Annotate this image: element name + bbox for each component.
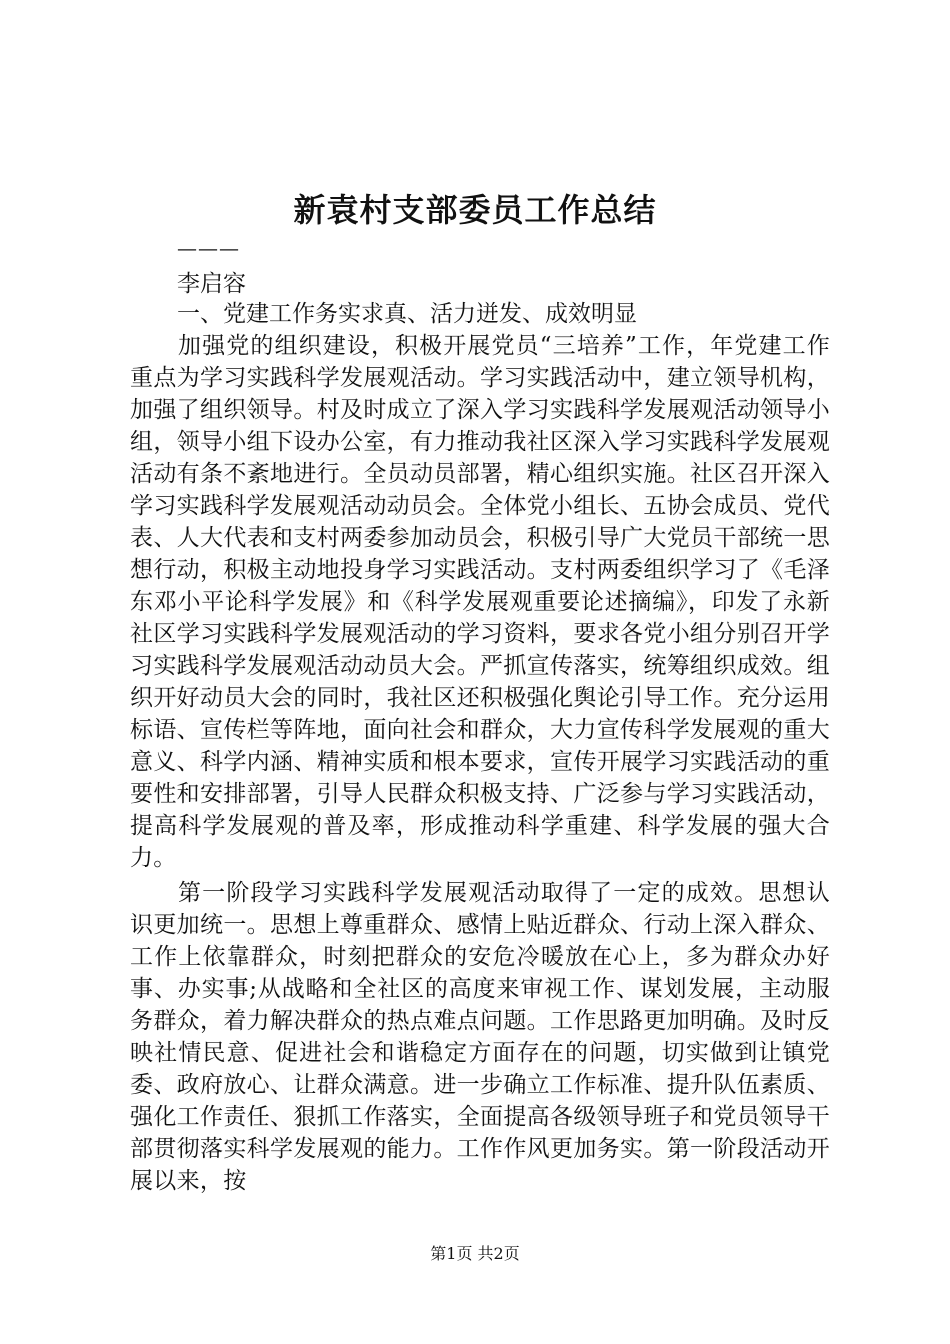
author-name: 李启容 <box>177 271 246 297</box>
page-footer: 第1页 共2页 <box>430 1244 520 1263</box>
body-paragraph: 加强党的组织建设，积极开展党员“三培养”工作，年党建工作重点为学习实践科学发展观活动。学习实践活动中，建立领导机构，加强了组织领导。村及时成立了深入学习实践科学发展观活动领导小组，领导小组下设办公室，有力推动我社区深入学习实践科学发展观活动有条不紊地进行。全员动员部署，精心组织实施。社区召开深入学习实践科学发展观活动动员会。全体党小组长、五协会成员、党代表、人大代表和支村两委参加动员会，积极引导广大党员干部统一思想行动，积极主动地投身学习实践活动。支村两委组织学习了《毛泽东邓小平论科学发展》和《科学发展观重要论述摘编》，印发了永新社区学习实践科学发展观活动的学习资料，要求各党小组分别召开学习实践科学发展观活动动员大会。严抓宣传落实，统筹组织成效。组织开好动员大会的同时，我社区还积极强化舆论引导工作。充分运用标语、宣传栏等阵地，面向社会和群众，大力宣传科学发展观的重大意义、科学内涵、精神实质和根本要求，宣传开展学习实践活动的重要性和安排部署，引导人民群众积极支持、广泛参与学习实践活动，提高科学发展观的普及率，形成推动科学重建、科学发展的强大合力。 <box>130 333 830 871</box>
section-heading: 一、党建工作务实求真、活力迸发、成效明显 <box>177 301 637 327</box>
title-separator: ——— <box>177 236 240 260</box>
body-paragraph: 第一阶段学习实践科学发展观活动取得了一定的成效。思想认识更加统一。思想上尊重群众、感情上贴近群众、行动上深入群众、工作上依靠群众，时刻把群众的安危冷暖放在心上，多为群众办好事、办实事;从战略和全社区的高度来审视工作、谋划发展，主动服务群众，着力解决群众的热点难点问题。工作思路更加明确。及时反映社情民意、促进社会和谐稳定方面存在的问题，切实做到让镇党委、政府放心、让群众满意。进一步确立工作标准、提升队伍素质、强化工作责任、狠抓工作落实，全面提高各级领导班子和党员领导干部贯彻落实科学发展观的能力。工作作风更加务实。第一阶段活动开展以来，按 <box>130 880 830 1194</box>
document-title: 新袁村支部委员工作总结 <box>293 191 657 229</box>
